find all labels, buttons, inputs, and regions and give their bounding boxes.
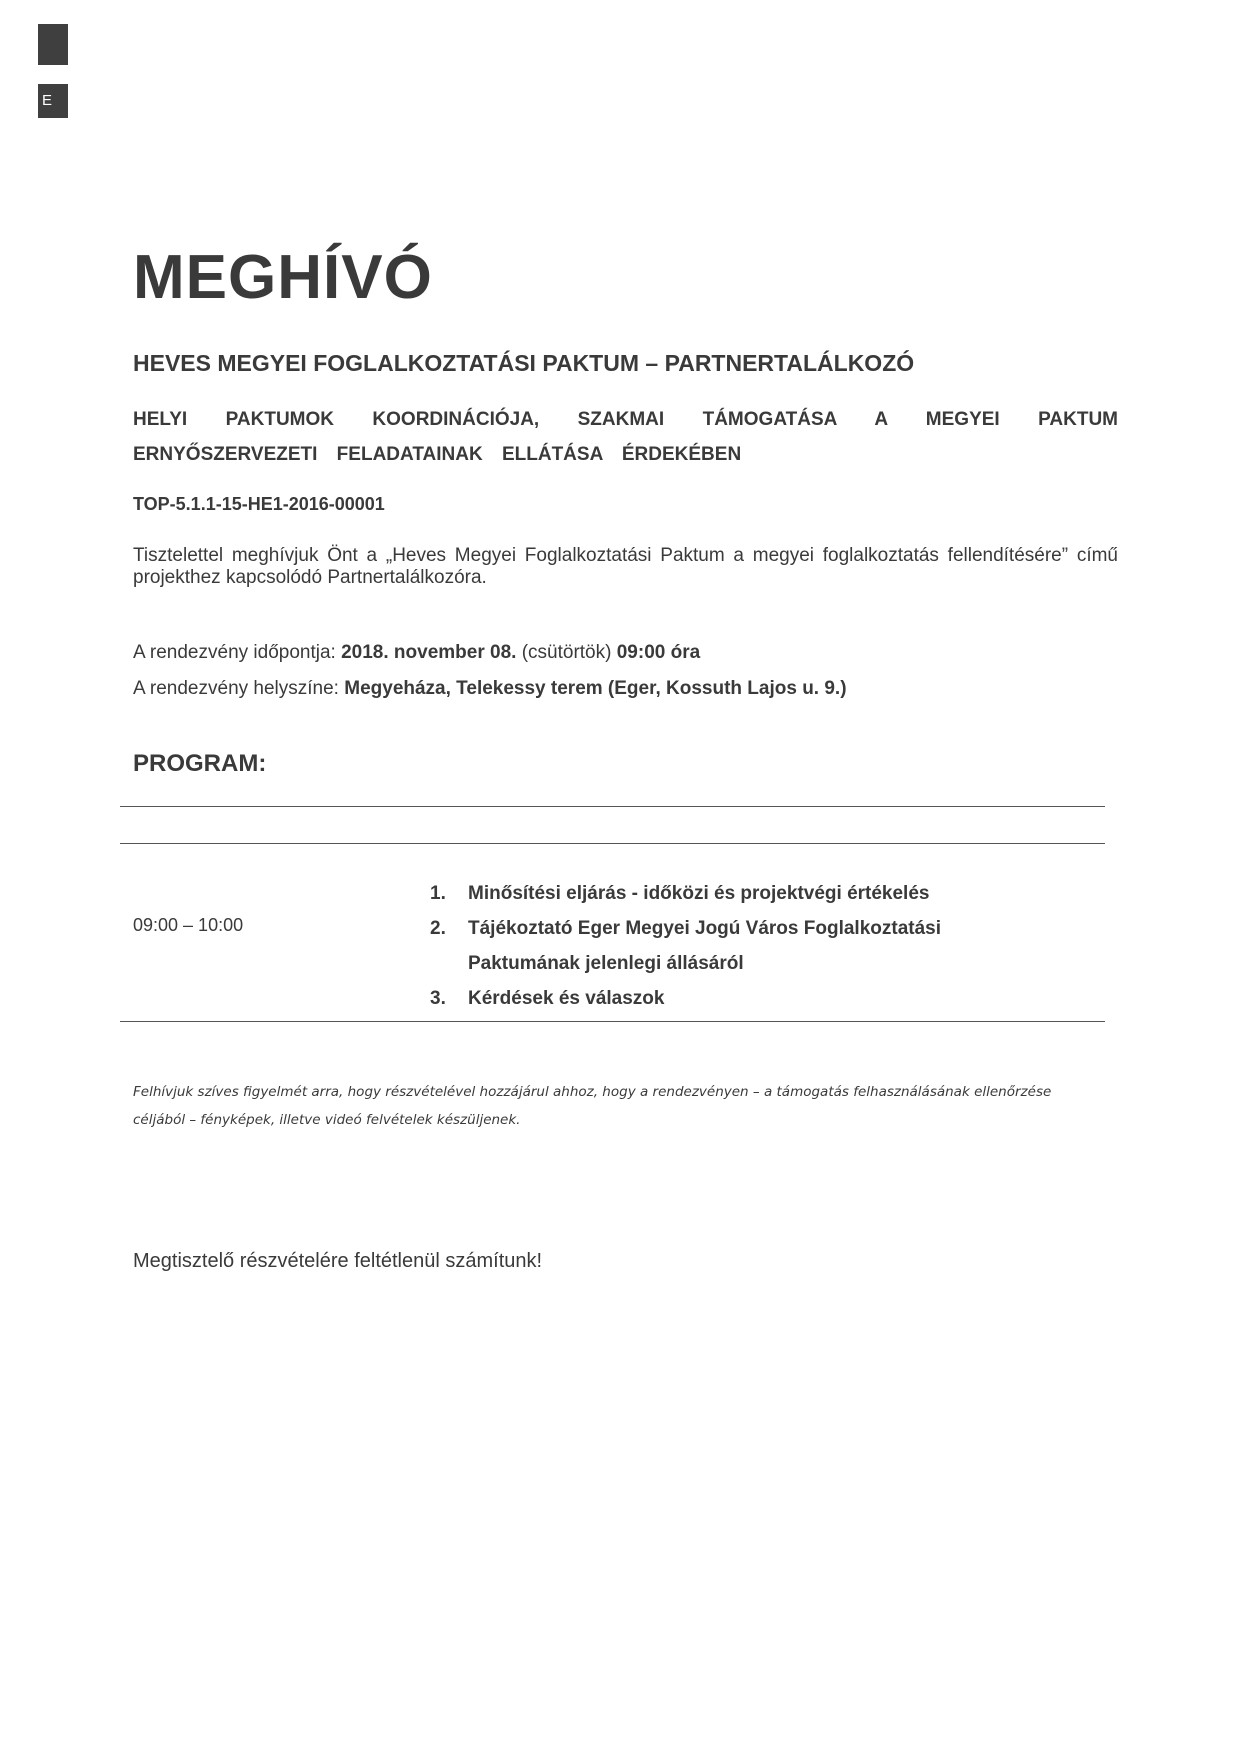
event-date-line [133, 642, 700, 664]
divider [120, 806, 1105, 807]
program-time-slot: 09:00 – 10:00 [133, 915, 244, 935]
agenda-item-text: Tájékoztató Eger Megyei Jogú Város Foglalkoztatási Paktumának jelenlegi állásáról [468, 918, 942, 974]
edge-mark-label: E [38, 84, 68, 118]
program-heading: PROGRAM: [133, 750, 267, 777]
event-place-line [133, 678, 847, 700]
event-date-value: 2018. november 08. [341, 642, 517, 663]
agenda-item-number: 3. [430, 988, 446, 1009]
divider [120, 1021, 1105, 1022]
document-subheading: HELYI PAKTUMOK KOORDINÁCIÓJA, SZAKMAI TÁMOGATÁSA A MEGYEI PAKTUM ERNYŐSZERVEZETI FELADATAINAK ELLÁTÁSA ÉRDEKÉBEN [133, 409, 1118, 465]
agenda-item-text: Kérdések és válaszok [468, 988, 665, 1009]
intro-paragraph: Tisztelettel meghívjuk Önt a „Heves Megyei Foglalkoztatási Paktum a megyei foglalkoztatás fellendítésére” című projekthez kapcsolódó Partnertalálkozóra. [133, 545, 1118, 588]
photo-notice: Felhívjuk szíves figyelmét arra, hogy részvételével hozzájárul ahhoz, hogy a rendezvényen – a támogatás felhasználásának ellenőrzése céljából – fényképek, illetve videó felvételek készüljenek. [133, 1084, 1052, 1128]
agenda-item-number: 1. [430, 883, 446, 904]
project-code: TOP-5.1.1-15-HE1-2016-00001 [133, 494, 385, 514]
agenda-item [430, 981, 1030, 1016]
closing-line: Megtisztelő részvételére feltétlenül számítunk! [133, 1250, 543, 1272]
agenda-item-number: 2. [430, 918, 446, 939]
edge-mark-top [38, 24, 68, 65]
divider [120, 843, 1105, 844]
event-date-day: (csütörtök) [516, 642, 617, 663]
event-place-value: Megyeháza, Telekessy terem (Eger, Kossuth Lajos u. 9.) [344, 678, 847, 699]
event-place-label: A rendezvény helyszíne: [133, 678, 345, 699]
event-date-time: 09:00 óra [616, 642, 701, 663]
document-title: MEGHÍVÓ [133, 243, 433, 312]
agenda-item [430, 911, 1030, 981]
agenda-list [430, 876, 1030, 1016]
event-date-label: A rendezvény időpontja: [133, 642, 342, 663]
document-heading: HEVES MEGYEI FOGLALKOZTATÁSI PAKTUM – PARTNERTALÁLKOZÓ [133, 350, 915, 376]
agenda-item-text: Minősítési eljárás - időközi és projektvégi értékelés [468, 883, 930, 904]
agenda-item [430, 876, 1030, 911]
